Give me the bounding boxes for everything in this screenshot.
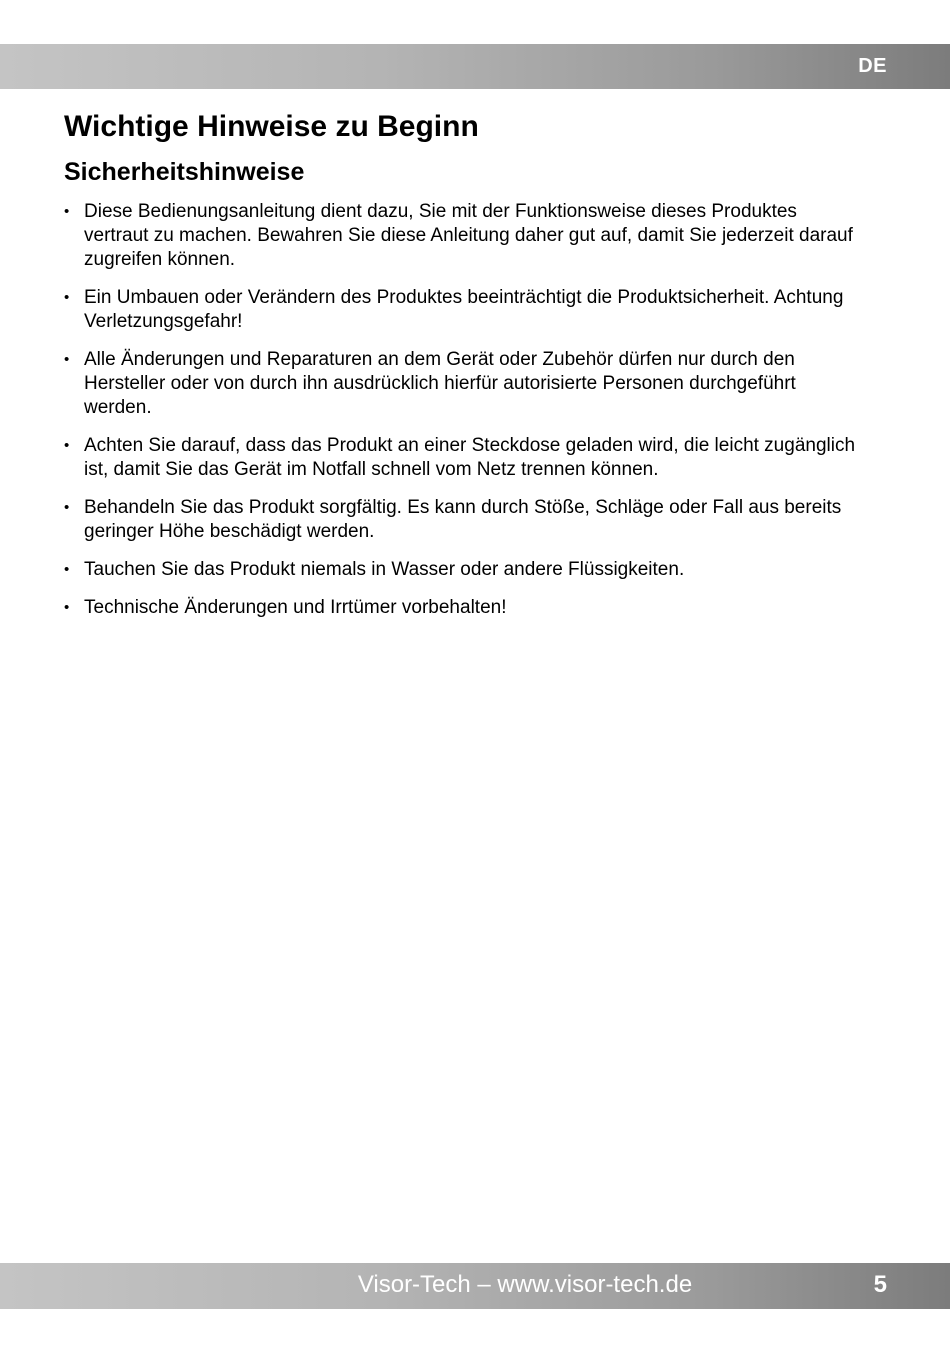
footer-website-text: Visor-Tech – www.visor-tech.de	[357, 1271, 693, 1298]
header-bar	[0, 44, 950, 89]
list-item	[64, 200, 864, 272]
page-number: 5	[873, 1271, 887, 1298]
footer-bar	[0, 1263, 950, 1309]
safety-list	[64, 200, 864, 620]
list-item	[64, 286, 864, 334]
bullet-icon: •	[64, 203, 70, 220]
list-item-text: Tauchen Sie das Produkt niemals in Wasser oder andere Flüssigkeiten.	[84, 559, 685, 580]
page-title: Wichtige Hinweise zu Beginn	[64, 110, 479, 143]
list-item	[64, 348, 864, 420]
list-item-text: Ein Umbauen oder Verändern des Produktes beeinträchtigt die Produktsicherheit. Achtung Verletzungsgefahr!	[84, 287, 844, 332]
bullet-icon: •	[64, 561, 70, 578]
bullet-icon: •	[64, 499, 70, 516]
list-item	[64, 558, 864, 582]
page-content	[64, 108, 864, 634]
list-item-text: Alle Änderungen und Reparaturen an dem Gerät oder Zubehör dürfen nur durch den Hersteller oder von durch ihn ausdrücklich hierfür autorisierte Personen durchgeführt werden.	[84, 349, 796, 418]
list-item	[64, 434, 864, 482]
language-label: DE	[858, 55, 887, 77]
section-title: Sicherheitshinweise	[64, 158, 305, 186]
list-item	[64, 596, 864, 620]
list-item-text: Technische Änderungen und Irrtümer vorbehalten!	[84, 597, 507, 618]
bullet-icon: •	[64, 437, 70, 454]
bullet-icon: •	[64, 289, 70, 306]
bullet-icon: •	[64, 599, 70, 616]
list-item-text: Achten Sie darauf, dass das Produkt an einer Steckdose geladen wird, die leicht zugänglich ist, damit Sie das Gerät im Notfall schnell vom Netz trennen können.	[84, 435, 856, 480]
list-item	[64, 496, 864, 544]
bullet-icon: •	[64, 351, 70, 368]
list-item-text: Behandeln Sie das Produkt sorgfältig. Es kann durch Stöße, Schläge oder Fall aus bereits geringer Höhe beschädigt werden.	[84, 497, 842, 542]
list-item-text: Diese Bedienungsanleitung dient dazu, Sie mit der Funktionsweise dieses Produktes vertraut zu machen. Bewahren Sie diese Anleitung daher gut auf, damit Sie jederzeit darauf zugreifen können.	[84, 201, 853, 270]
